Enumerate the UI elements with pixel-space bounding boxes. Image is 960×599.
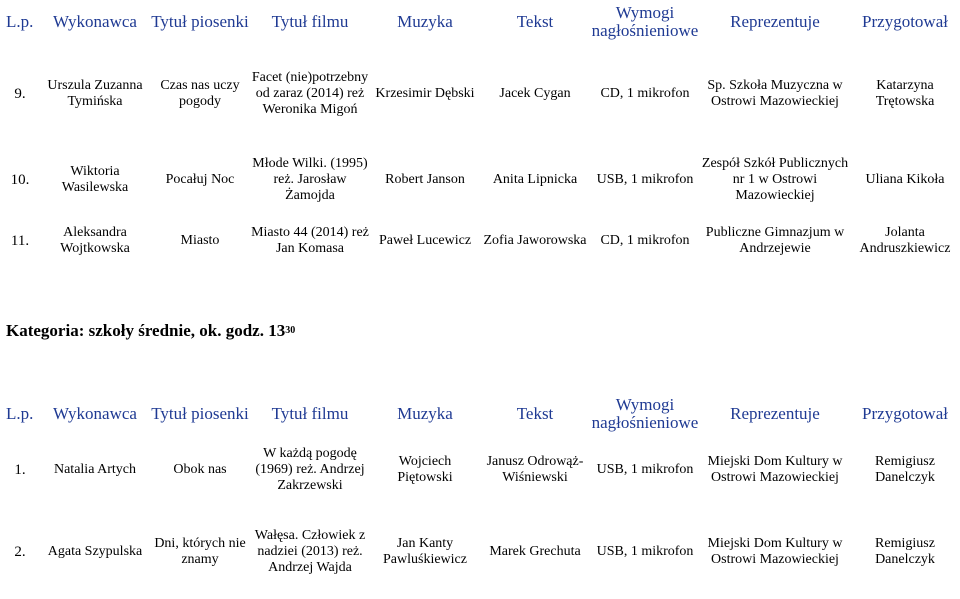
row-song: Obok nas — [173, 462, 227, 477]
table-row — [0, 435, 960, 505]
row-song: Miasto — [180, 233, 220, 248]
table-row — [0, 144, 960, 216]
row-lp: 11. — [10, 233, 30, 249]
header-prepared-by: Przygotował — [862, 12, 948, 31]
row-sound: USB, 1 mikrofon — [596, 462, 694, 477]
row-performer: Aleksandra Wojtkowska — [60, 225, 130, 256]
row-sound: USB, 1 mikrofon — [596, 544, 694, 559]
row-film: Wałęsa. Człowiek z nadziei (2013) reż. Andrzej Wajda — [254, 528, 366, 575]
row-represents: Zespół Szkół Publicznych nr 1 w Ostrowi Mazowieckiej — [701, 156, 849, 203]
header-sound-requirements: Wymogi nagłośnieniowe — [591, 3, 699, 40]
row-lyrics: Jacek Cygan — [499, 86, 571, 101]
header-song-title: Tytuł piosenki — [151, 404, 249, 423]
row-lp: 10. — [10, 172, 30, 188]
row-film: W każdą pogodę (1969) reż. Andrzej Zakrzewski — [255, 446, 365, 493]
header-performer: Wykonawca — [53, 12, 137, 31]
row-song: Dni, których nie znamy — [154, 536, 246, 567]
table-header-row — [0, 393, 960, 435]
header-prepared-by: Przygotował — [862, 404, 948, 423]
row-music: Paweł Lucewicz — [378, 233, 472, 248]
row-music: Krzesimir Dębski — [375, 86, 475, 101]
row-film: Facet (nie)potrzebny od zaraz (2014) reż Weronika Migoń — [251, 70, 369, 117]
header-song-title: Tytuł piosenki — [151, 12, 249, 31]
row-lyrics: Marek Grechuta — [489, 544, 581, 559]
row-prepared-by: Remigiusz Danelczyk — [875, 536, 935, 567]
table-row — [0, 505, 960, 599]
header-lp: L.p. — [6, 404, 34, 423]
row-music: Wojciech Piętowski — [397, 454, 453, 485]
table-row — [0, 216, 960, 266]
row-represents: Miejski Dom Kultury w Ostrowi Mazowieckiej — [707, 536, 843, 567]
row-prepared-by: Jolanta Andruszkiewicz — [859, 225, 951, 256]
header-performer: Wykonawca — [53, 404, 137, 423]
header-lyrics: Tekst — [516, 404, 554, 423]
header-lyrics: Tekst — [516, 12, 554, 31]
header-represents: Reprezentuje — [730, 404, 820, 423]
row-lp: 2. — [14, 544, 26, 560]
header-sound-requirements: Wymogi nagłośnieniowe — [591, 395, 699, 432]
header-lp: L.p. — [6, 12, 34, 31]
category-time-superscript: 30 — [285, 325, 296, 336]
row-film: Młode Wilki. (1995) reż. Jarosław Żamojda — [252, 156, 368, 203]
row-prepared-by: Uliana Kikoła — [865, 172, 945, 187]
row-song: Pocałuj Noc — [165, 172, 235, 187]
row-performer: Agata Szypulska — [47, 544, 143, 559]
category-heading — [6, 321, 295, 341]
row-prepared-by: Katarzyna Trętowska — [875, 78, 935, 109]
row-song: Czas nas uczy pogody — [160, 78, 240, 109]
row-lp: 1. — [14, 462, 26, 478]
row-represents: Publiczne Gimnazjum w Andrzejewie — [705, 225, 845, 256]
row-music: Robert Janson — [385, 172, 465, 187]
schedule-table-2 — [0, 393, 960, 599]
row-music: Jan Kanty Pawluśkiewicz — [383, 536, 467, 567]
table-row — [0, 44, 960, 144]
row-prepared-by: Remigiusz Danelczyk — [875, 454, 935, 485]
header-music: Muzyka — [397, 12, 453, 31]
row-represents: Miejski Dom Kultury w Ostrowi Mazowieckiej — [707, 454, 843, 485]
table-header-row — [0, 0, 960, 44]
row-lp: 9. — [14, 86, 26, 102]
header-film-title: Tytuł filmu — [271, 12, 349, 31]
row-performer: Natalia Artych — [53, 462, 137, 477]
row-film: Miasto 44 (2014) reż Jan Komasa — [251, 225, 369, 256]
schedule-table-1 — [0, 0, 960, 266]
row-represents: Sp. Szkoła Muzyczna w Ostrowi Mazowieckiej — [707, 78, 843, 109]
row-sound: CD, 1 mikrofon — [600, 233, 690, 248]
row-sound: CD, 1 mikrofon — [600, 86, 690, 101]
header-music: Muzyka — [397, 404, 453, 423]
row-sound: USB, 1 mikrofon — [596, 172, 694, 187]
row-lyrics: Janusz Odrowąż-Wiśniewski — [486, 454, 584, 485]
category-label: Kategoria: szkoły średnie, ok. godz. 13 — [6, 321, 286, 340]
header-film-title: Tytuł filmu — [271, 404, 349, 423]
row-performer: Urszula Zuzanna Tymińska — [47, 78, 143, 109]
row-lyrics: Zofia Jaworowska — [483, 233, 587, 248]
row-performer: Wiktoria Wasilewska — [61, 164, 129, 195]
row-lyrics: Anita Lipnicka — [492, 172, 578, 187]
header-represents: Reprezentuje — [730, 12, 820, 31]
